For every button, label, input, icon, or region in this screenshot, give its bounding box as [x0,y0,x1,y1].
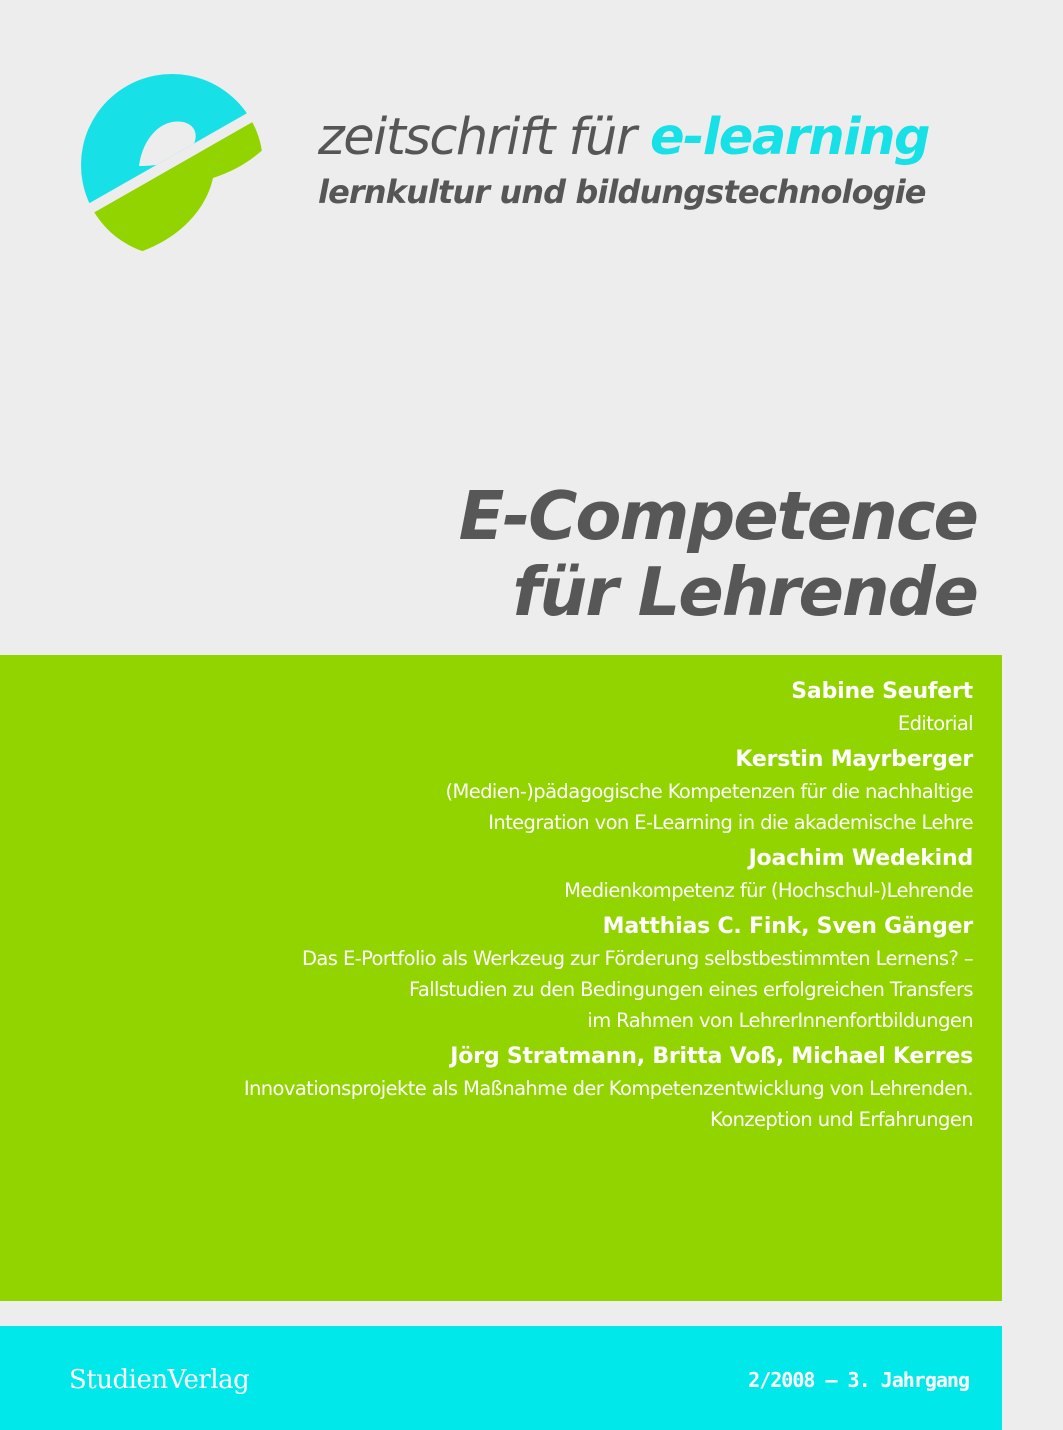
toc-article-line: Fallstudien zu den Bedingungen eines erfolgreichen Transfers [409,978,973,1001]
toc-entry [93,676,973,739]
toc-article-line: Integration von E-Learning in die akademische Lehre [488,811,973,834]
toc-article-line: Das E-Portfolio als Werkzeug zur Förderung selbstbestimmten Lernens? – [302,947,973,970]
toc-author: Sabine Seufert [791,679,973,704]
table-of-contents [93,676,973,1140]
toc-article-line: Medienkompetenz für (Hochschul-)Lehrende [564,879,973,902]
toc-author: Joachim Wedekind [748,846,973,871]
toc-entry [93,843,973,906]
toc-article-line: Innovationsprojekte als Maßnahme der Kompetenzentwicklung von Lehrenden. [243,1077,973,1100]
toc-entry [93,911,973,1036]
issue-title [459,478,977,630]
toc-author: Matthias C. Fink, Sven Gänger [602,914,973,939]
toc-article-line: Editorial [897,712,973,735]
journal-title-part2: e-learning [650,108,930,167]
toc-article-line: im Rahmen von LehrerInnenfortbildungen [587,1009,973,1032]
publisher-name: StudienVerlag [69,1365,250,1395]
toc-article-line: Konzeption und Erfahrungen [710,1108,973,1131]
journal-title [318,108,929,168]
toc-entry [93,1041,973,1135]
toc-article-line: (Medien-)pädagogische Kompetenzen für die nachhaltige [445,780,973,803]
issue-title-line2: für Lehrende [512,553,977,631]
toc-entry [93,744,973,838]
journal-title-part1: zeitschrift für [318,108,636,167]
e-logo-icon [77,74,267,256]
issue-title-line1: E-Competence [458,477,977,555]
toc-author: Jörg Stratmann, Britta Voß, Michael Kerres [450,1044,973,1069]
issue-info: 2/2008 — 3. Jahrgang [748,1368,969,1392]
journal-subtitle: lernkultur und bildungstechnologie [318,173,926,211]
toc-author: Kerstin Mayrberger [735,747,973,772]
